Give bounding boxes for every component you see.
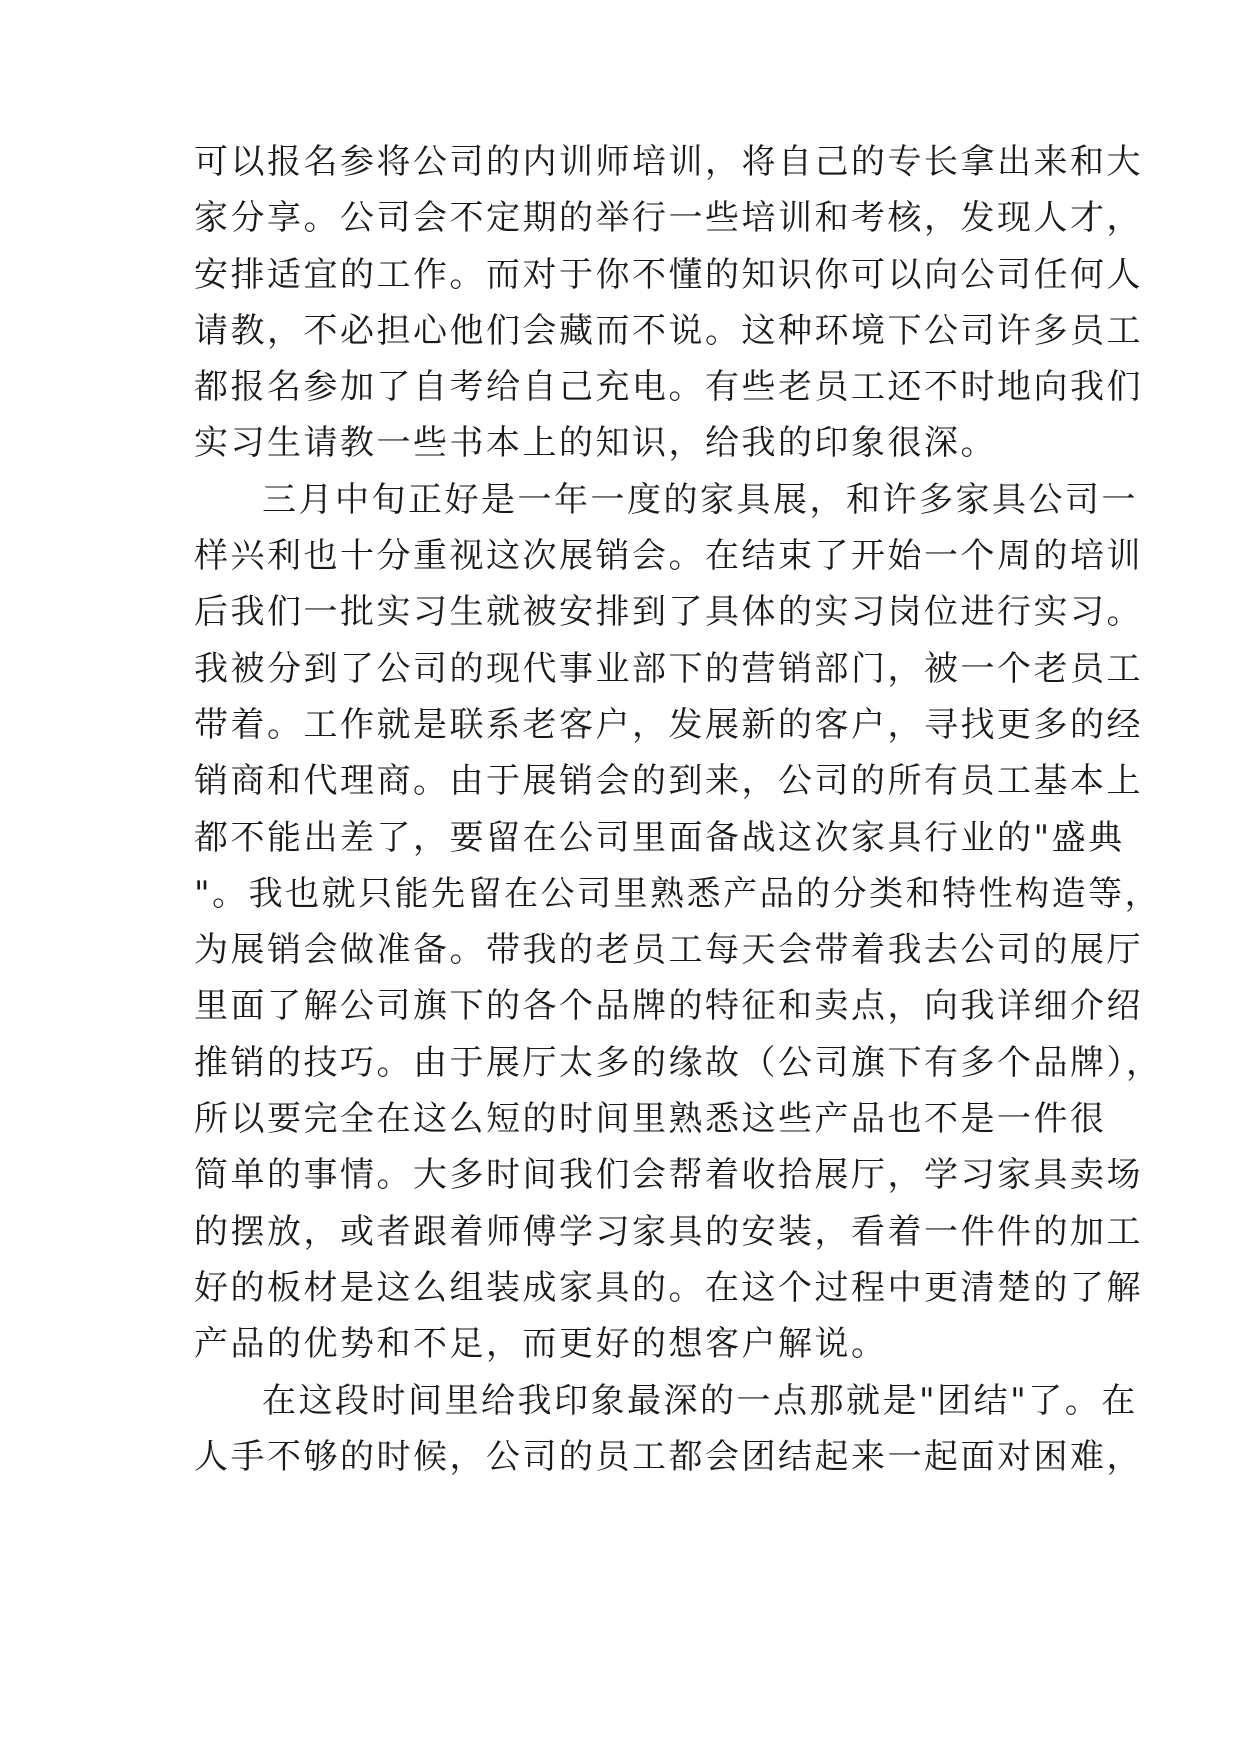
text-line: 里面了解公司旗下的各个品牌的特征和卖点，向我详细介绍 [194, 986, 1143, 1027]
text-line: "。我也就只能先留在公司里熟悉产品的分类和特性构造等， [194, 873, 1162, 914]
text-line: 我被分到了公司的现代事业部下的营销部门，被一个老员工 [194, 648, 1143, 689]
text-line: 销商和代理商。由于展销会的到来，公司的所有员工基本上 [194, 761, 1143, 802]
text-line: 所以要完全在这么短的时间里熟悉这些产品也不是一件很 [194, 1099, 1107, 1140]
text-line: 的摆放，或者跟着师傅学习家具的安装，看着一件件的加工 [194, 1211, 1143, 1252]
text-line: 后我们一批实习生就被安排到了具体的实习岗位进行实习。 [194, 592, 1143, 633]
text-line: 推销的技巧。由于展厅太多的缘故（公司旗下有多个品牌）， [194, 1042, 1163, 1083]
text-line: 简单的事情。大多时间我们会帮着收拾展厅，学习家具卖场 [194, 1155, 1143, 1196]
text-line: 样兴利也十分重视这次展销会。在结束了开始一个周的培训 [194, 536, 1143, 577]
text-line: 请教，不必担心他们会藏而不说。这种环境下公司许多员工 [194, 310, 1143, 351]
text-line: 在这段时间里给我印象最深的一点那就是"团结"了。在 [262, 1380, 1138, 1421]
text-line: 人手不够的时候，公司的员工都会团结起来一起面对困难， [194, 1436, 1143, 1477]
text-line: 好的板材是这么组装成家具的。在这个过程中更清楚的了解 [194, 1267, 1143, 1308]
text-line: 三月中旬正好是一年一度的家具展，和许多家具公司一 [262, 479, 1138, 520]
text-line: 实习生请教一些书本上的知识，给我的印象很深。 [194, 423, 997, 464]
text-line: 可以报名参将公司的内训师培训，将自己的专长拿出来和大 [194, 142, 1143, 182]
text-line: 安排适宜的工作。而对于你不懂的知识你可以向公司任何人 [194, 254, 1143, 295]
text-line: 产品的优势和不足，而更好的想客户解说。 [194, 1324, 888, 1365]
text-line: 都不能出差了，要留在公司里面备战这次家具行业的"盛典 [194, 817, 1125, 858]
text-line: 家分享。公司会不定期的举行一些培训和考核，发现人才， [194, 198, 1143, 239]
text-line: 为展销会做准备。带我的老员工每天会带着我去公司的展厅 [194, 930, 1143, 971]
text-line: 都报名参加了自考给自己充电。有些老员工还不时地向我们 [194, 367, 1143, 408]
body-text [194, 134, 1163, 1485]
text-line: 带着。工作就是联系老客户，发展新的客户，寻找更多的经 [194, 704, 1143, 745]
